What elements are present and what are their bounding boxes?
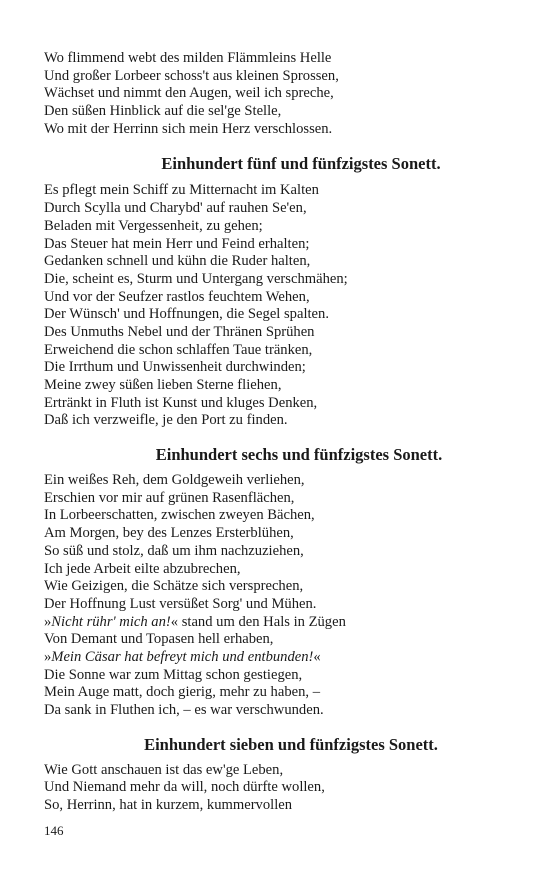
- verse-line: So süß und stolz, daß um ihm nachzuziehen,: [44, 542, 304, 559]
- italic-quote: Mein Cäsar hat befreyt mich und entbunden!: [51, 648, 314, 665]
- quote-open-mark: »: [44, 613, 52, 630]
- verse-line: Des Unmuths Nebel und der Thränen Sprühen: [44, 323, 315, 340]
- verse-line: Wie Gott anschauen ist das ew'ge Leben,: [44, 761, 284, 778]
- verse-line: Am Morgen, bey des Lenzes Ersterblühen,: [44, 525, 294, 542]
- page-number: 146: [44, 823, 64, 838]
- sonnet-155-body: [44, 182, 514, 430]
- verse-line: Durch Scylla und Charybd' auf rauhen Se'en,: [44, 200, 307, 217]
- sonnet-157-body: [44, 762, 514, 815]
- verse-line: Die Sonne war zum Mittag schon gestiegen,: [44, 666, 303, 683]
- sonnet-156-title: Einhundert sechs und fünfzigstes Sonett.: [155, 445, 443, 465]
- verse-line: Gedanken schnell und kühn die Ruder halten,: [44, 253, 311, 270]
- verse-line: Wo mit der Herrinn sich mein Herz verschlossen.: [44, 120, 333, 137]
- verse-line: Die Irrthum und Unwissenheit durchwinden;: [44, 359, 306, 376]
- italic-quote: Nicht rühr' mich an!: [51, 613, 171, 630]
- verse-line: So, Herrinn, hat in kurzem, kummervollen: [44, 797, 293, 814]
- verse-line: Beladen mit Vergessenheit, zu gehen;: [44, 217, 263, 234]
- verse-line: Und Niemand mehr da will, noch dürfte wollen,: [44, 779, 325, 796]
- opening-stanza: [44, 50, 514, 138]
- verse-line: Wo flimmend webt des milden Flämmleins Helle: [44, 50, 332, 66]
- verse-line-quote: [44, 614, 514, 632]
- verse-line: Und großer Lorbeer schoss't aus kleinen Sprossen,: [44, 67, 339, 84]
- verse-line: Daß ich verzweifle, je den Port zu finden.: [44, 412, 288, 429]
- page-body: [44, 50, 514, 815]
- verse-line: Der Wünsch' und Hoffnungen, die Segel spalten.: [44, 306, 329, 323]
- sonnet-156-body: [44, 472, 514, 720]
- verse-line: Ertränkt in Fluth ist Kunst und kluges Denken,: [44, 394, 318, 411]
- verse-line: Von Demant und Topasen hell erhaben,: [44, 631, 274, 648]
- verse-line: Meine zwey süßen lieben Sterne fliehen,: [44, 377, 282, 393]
- verse-line: Erschien vor mir auf grünen Rasenflächen,: [44, 489, 295, 506]
- verse-line: Ein weißes Reh, dem Goldgeweih verliehen,: [44, 472, 305, 489]
- verse-line: Wie Geizigen, die Schätze sich versprechen,: [44, 578, 304, 595]
- verse-line: Es pflegt mein Schiff zu Mitternacht im Kalten: [44, 182, 319, 199]
- quote-close-mark: «: [313, 648, 321, 665]
- quote-open-mark: »: [44, 648, 52, 665]
- verse-line: Wächset und nimmt den Augen, weil ich spreche,: [44, 85, 334, 102]
- verse-line: Den süßen Hinblick auf die sel'ge Stelle,: [44, 103, 282, 120]
- verse-line: Da sank in Fluthen ich, – es war verschwunden.: [44, 702, 324, 718]
- verse-line: Mein Auge matt, doch gierig, mehr zu haben, –: [44, 684, 320, 701]
- verse-line: In Lorbeerschatten, zwischen zweyen Bächen,: [44, 507, 315, 524]
- verse-line: Der Hoffnung Lust versüßet Sorg' und Mühen.: [44, 595, 317, 612]
- verse-line: Die, scheint es, Sturm und Untergang verschmähen;: [44, 270, 348, 287]
- sonnet-157-title: Einhundert sieben und fünfzigstes Sonett.: [144, 734, 438, 754]
- quote-rest: « stand um den Hals in Zügen: [170, 613, 346, 630]
- verse-line: Und vor der Seufzer rastlos feuchtem Wehen,: [44, 288, 310, 305]
- verse-line: Das Steuer hat mein Herr und Feind erhalten;: [44, 235, 310, 252]
- verse-line: Erweichend die schon schlaffen Taue tränken,: [44, 341, 313, 358]
- verse-line-quote: [44, 649, 514, 667]
- verse-line: Ich jede Arbeit eilte abzubrechen,: [44, 560, 241, 577]
- sonnet-155-title: Einhundert fünf und fünfzigstes Sonett.: [161, 154, 441, 174]
